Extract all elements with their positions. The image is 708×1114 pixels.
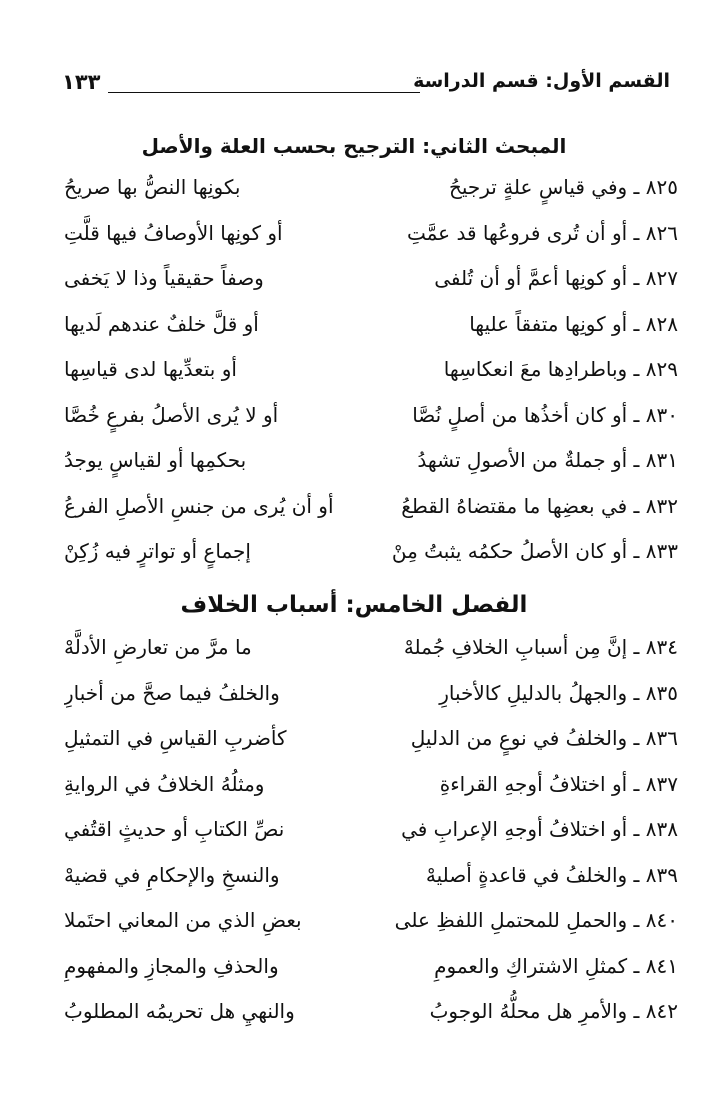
verse-row — [0, 716, 708, 760]
header-rule — [108, 92, 420, 93]
verse-second-hemistich: إجماعٍ أو تواترٍ فيه زُكِنْ — [64, 539, 251, 563]
verse-row — [0, 438, 708, 482]
section-title: المبحث الثاني: الترجيح بحسب العلة والأصل — [141, 134, 567, 158]
verse-row — [0, 529, 708, 573]
verse-second-hemistich: أو أن يُرى من جنسِ الأصلِ الفرعُ — [64, 493, 334, 518]
verse-first-hemistich: ٨٣٥ ـ والجهلُ بالدليلِ كالأخبارِ — [439, 680, 678, 705]
verse-row — [0, 393, 708, 437]
verse-second-hemistich: بحكمِها أو لقياسٍ يوجدُ — [64, 448, 247, 472]
verse-first-hemistich: ٨٣٣ ـ أو كان الأصلُ حكمُه يثبتُ مِنْ — [391, 539, 678, 563]
verse-row — [0, 898, 708, 942]
verse-first-hemistich: ٨٢٨ ـ أو كونِها متفقاً عليها — [469, 311, 678, 336]
verse-second-hemistich: أو بتعدِّيها لدى قياسِها — [64, 357, 237, 381]
verse-row — [0, 853, 708, 897]
verse-first-hemistich: ٨٢٦ ـ أو أن تُرى فروعُها قد عمَّتِ — [406, 220, 678, 245]
verse-second-hemistich: والنسخِ والإحكامِ في قضيهْ — [64, 862, 280, 887]
verse-second-hemistich: والخلفُ فيما صحَّ من أخبارِ — [64, 680, 280, 705]
verse-first-hemistich: ٨٤٠ ـ والحملِ للمحتملِ اللفظِ على — [394, 908, 678, 932]
verse-second-hemistich: بكونِها النصُّ بها صريحُ — [64, 175, 241, 199]
verse-first-hemistich: ٨٣٦ ـ والخلفُ في نوعٍ من الدليلِ — [410, 726, 678, 750]
verse-second-hemistich: ما مرَّ من تعارضِ الأدلَّهْ — [64, 635, 252, 659]
verse-first-hemistich: ٨٣٧ ـ أو اختلافُ أوجهِ القراءةِ — [439, 771, 678, 796]
verse-second-hemistich: أو قلَّ خلفٌ عندهم لَديها — [64, 311, 259, 336]
verse-first-hemistich: ٨٤١ ـ كمثلِ الاشتراكِ والعمومِ — [434, 953, 678, 978]
verse-first-hemistich: ٨٤٢ ـ والأمرِ هل محلُّهُ الوجوبُ — [429, 999, 678, 1023]
verse-second-hemistich: أو كونِها الأوصافُ فيها قلَّتِ — [64, 220, 283, 245]
verse-first-hemistich: ٨٣٠ ـ أو كان أخذُها من أصلٍ نُصَّا — [412, 402, 678, 427]
verse-first-hemistich: ٨٣٨ ـ أو اختلافُ أوجهِ الإعرابِ في — [401, 817, 678, 841]
verse-second-hemistich: والحذفِ والمجازِ والمفهومِ — [64, 953, 279, 978]
verse-row — [0, 256, 708, 300]
verse-second-hemistich: نصِّ الكتابِ أو حديثٍ اقتُفي — [64, 817, 285, 841]
verse-first-hemistich: ٨٣٢ ـ في بعضِها ما مقتضاهُ القطعُ — [401, 493, 678, 518]
header-title: القسم الأول: قسم الدراسة — [413, 70, 670, 92]
verse-first-hemistich: ٨٣٤ ـ إنَّ مِن أسبابِ الخلافِ جُملهْ — [403, 635, 678, 659]
verse-second-hemistich: أو لا يُرى الأصلُ بفرعٍ خُصَّا — [64, 402, 279, 427]
verse-second-hemistich: كأضربِ القياسِ في التمثيلِ — [64, 726, 287, 750]
verse-row — [0, 989, 708, 1033]
verse-first-hemistich: ٨٢٥ ـ وفي قياسٍ علةٍ ترجيحُ — [448, 175, 678, 199]
verse-row — [0, 484, 708, 528]
verse-row — [0, 671, 708, 715]
verse-row — [0, 625, 708, 669]
verse-row — [0, 807, 708, 851]
verse-first-hemistich: ٨٣٩ ـ والخلفُ في قاعدةٍ أصليهْ — [425, 862, 678, 887]
verse-second-hemistich: بعضِ الذي من المعاني احتَملا — [64, 908, 302, 932]
running-header — [62, 70, 670, 100]
verse-first-hemistich: ٨٣١ ـ أو جملةٌ من الأصولِ تشهدُ — [417, 448, 678, 472]
verse-second-hemistich: وصفاً حقيقياً وذا لا يَخفى — [64, 266, 264, 290]
chapter-title: الفصل الخامس: أسباب الخلاف — [180, 592, 528, 618]
verse-first-hemistich: ٨٢٩ ـ وباطرادِها معَ انعكاسِها — [443, 357, 678, 381]
verse-second-hemistich: والنهيِ هل تحريمُه المطلوبُ — [64, 999, 295, 1023]
verse-second-hemistich: ومثلُهُ الخلافُ في الروايةِ — [64, 771, 265, 796]
verse-row — [0, 762, 708, 806]
verse-row — [0, 165, 708, 209]
page-number: ١٣٣ — [62, 70, 101, 94]
verse-row — [0, 211, 708, 255]
verse-first-hemistich: ٨٢٧ ـ أو كونِها أعمَّ أو أن تُلفى — [434, 266, 678, 290]
verse-row — [0, 347, 708, 391]
verse-row — [0, 302, 708, 346]
verse-row — [0, 944, 708, 988]
